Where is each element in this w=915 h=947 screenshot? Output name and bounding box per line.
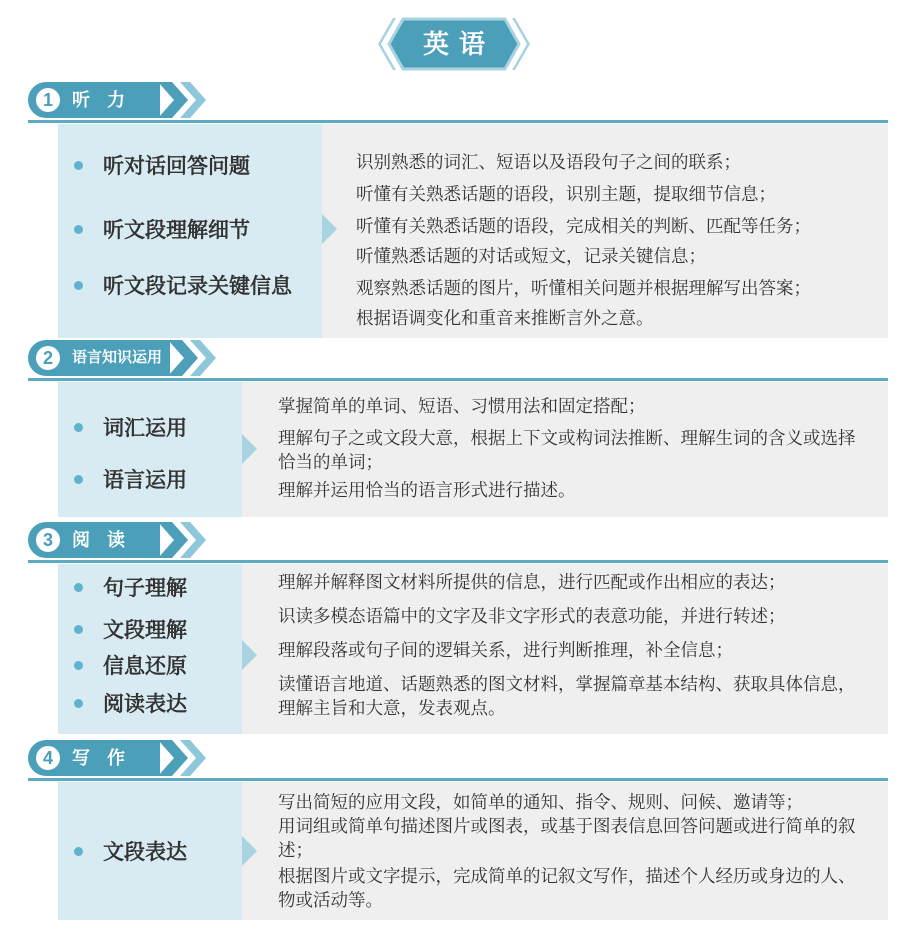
bullet-icon [74, 475, 83, 484]
pointer-arrow-icon [242, 434, 257, 464]
section-number: 4 [36, 746, 60, 770]
items-panel [58, 382, 242, 517]
double-chevron-icon [168, 340, 224, 376]
description-panel [322, 124, 888, 338]
list-item: 句子理解 [58, 572, 187, 602]
section-number: 1 [36, 88, 60, 112]
pointer-arrow-icon [242, 640, 257, 670]
description-panel [242, 382, 888, 517]
description-line: 用词组或简单句描述图片或图表，或基于图表信息回答问题或进行简单的叙述； [278, 816, 856, 860]
section-header [28, 520, 888, 564]
description-line: 根据图片或文字提示，完成简单的记叙文写作，描述个人经历或身边的人、物或活动等。 [278, 866, 856, 910]
list-item: 听文段记录关键信息 [58, 270, 292, 300]
section-label: 阅 读 [72, 530, 132, 550]
items-panel [58, 782, 242, 920]
section-number: 2 [36, 346, 60, 370]
items-panel [58, 564, 242, 734]
description-line: 读懂语言地道、话题熟悉的图文材料，掌握篇章基本结构、获取具体信息，理解主旨和大意，发表观点。 [278, 674, 856, 718]
description-panel [242, 564, 888, 734]
list-item: 阅读表达 [58, 688, 187, 718]
header-divider [28, 778, 888, 781]
section-writing [0, 738, 915, 920]
description-line: 理解段落或句子间的逻辑关系，进行判断推理，补全信息； [278, 640, 733, 660]
section-reading [0, 520, 915, 734]
bullet-icon [74, 225, 83, 234]
pointer-arrow-icon [322, 214, 337, 244]
header-divider [28, 560, 888, 563]
section-label: 语言知识运用 [72, 349, 163, 366]
description-line: 掌握简单的单词、短语、习惯用法和固定搭配； [278, 396, 646, 416]
section-header [28, 80, 888, 124]
description-line: 识别熟悉的词汇、短语以及语段句子之间的联系； [356, 152, 741, 172]
section-label: 写 作 [72, 748, 132, 768]
section-header [28, 338, 888, 382]
bullet-icon [74, 699, 83, 708]
description-line: 观察熟悉话题的图片，听懂相关问题并根据理解写出答案； [356, 278, 811, 298]
section-label: 听 力 [72, 90, 132, 110]
bullet-icon [74, 847, 83, 856]
section-number: 3 [36, 528, 60, 552]
list-item: 语言运用 [58, 464, 187, 494]
bullet-icon [74, 625, 83, 634]
section-listening [0, 80, 915, 338]
double-chevron-icon [158, 82, 214, 118]
description-line: 理解并解释图文材料所提供的信息，进行匹配或作出相应的表达； [278, 572, 786, 592]
section-language-knowledge [0, 338, 915, 517]
double-chevron-icon [158, 522, 214, 558]
description-panel [242, 782, 888, 920]
bullet-icon [74, 661, 83, 670]
list-item: 文段表达 [58, 836, 187, 866]
list-item: 听文段理解细节 [58, 214, 250, 244]
section-header [28, 738, 888, 782]
bullet-icon [74, 281, 83, 290]
list-item: 文段理解 [58, 614, 187, 644]
description-line: 识读多模态语篇中的文字及非文字形式的表意功能，并进行转述； [278, 606, 786, 626]
description-line: 理解句子之或文段大意，根据上下文或构词法推断、理解生词的含义或选择恰当的单词； [278, 428, 856, 472]
title-banner [377, 17, 531, 71]
list-item: 信息还原 [58, 650, 187, 680]
list-item: 词汇运用 [58, 412, 187, 442]
header-divider [28, 378, 888, 381]
double-chevron-icon [158, 740, 214, 776]
bullet-icon [74, 161, 83, 170]
header-divider [28, 120, 888, 123]
description-line: 听懂有关熟悉话题的语段，识别主题，提取细节信息； [356, 184, 776, 204]
description-line: 根据语调变化和重音来推断言外之意。 [356, 308, 654, 328]
bullet-icon [74, 583, 83, 592]
list-item: 听对话回答问题 [58, 150, 250, 180]
page-title: 英语 [422, 29, 495, 59]
description-line: 写出简短的应用文段，如简单的通知、指令、规则、问候、邀请等； [278, 792, 803, 812]
description-line: 听懂熟悉话题的对话或短文，记录关键信息； [356, 246, 706, 266]
items-panel [58, 124, 322, 338]
bullet-icon [74, 423, 83, 432]
pointer-arrow-icon [242, 836, 257, 866]
description-line: 理解并运用恰当的语言形式进行描述。 [278, 480, 576, 500]
description-line: 听懂有关熟悉话题的语段，完成相关的判断、匹配等任务； [356, 216, 811, 236]
